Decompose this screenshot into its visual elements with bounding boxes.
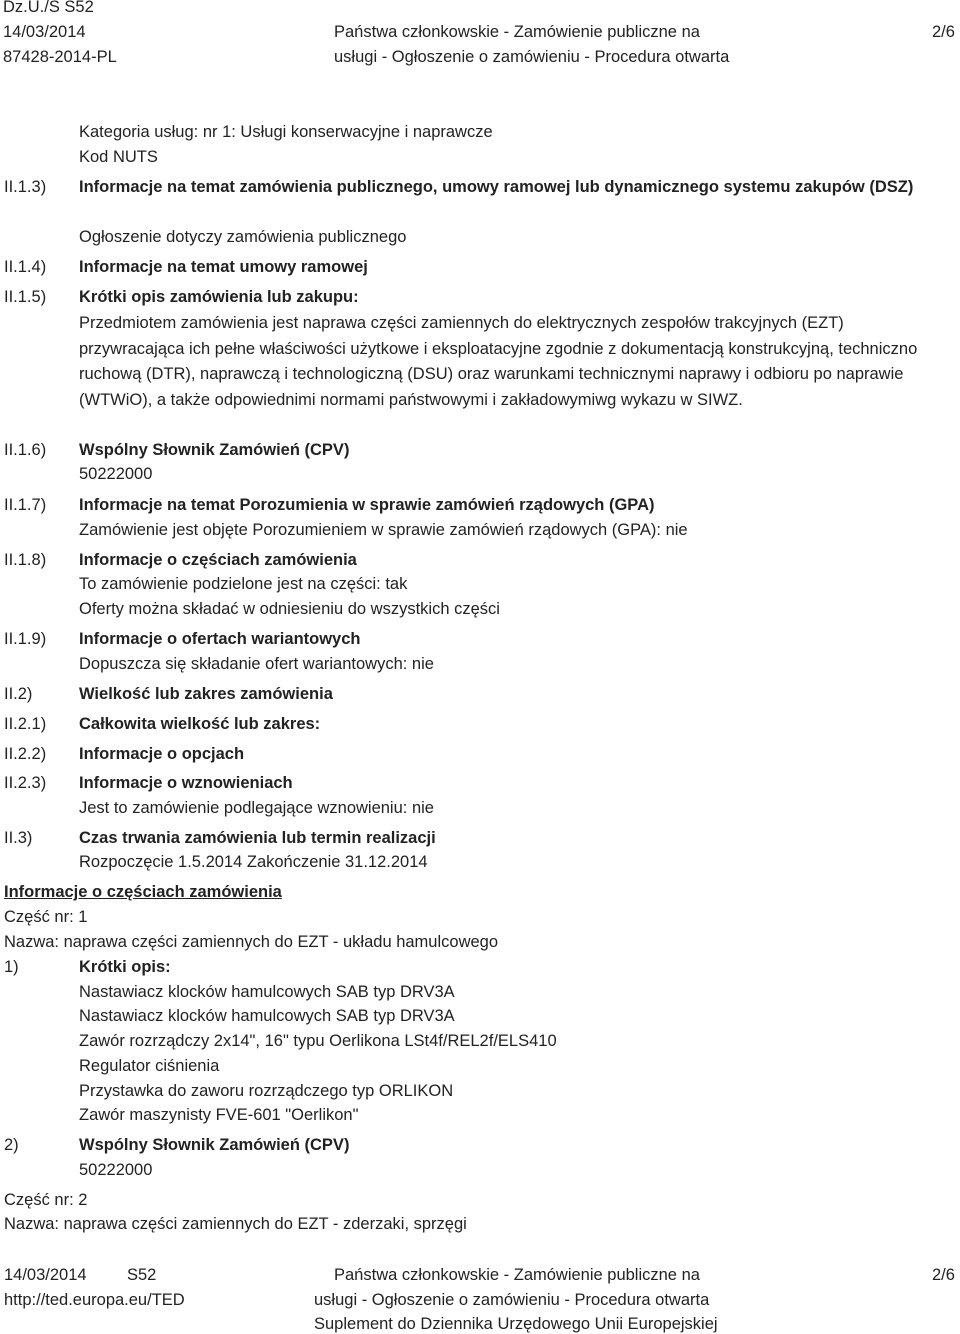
lot-description-line: Regulator ciśnienia [79,1057,220,1075]
section-title-renewals: Informacje o wznowieniach [79,774,293,792]
service-category: Kategoria usług: nr 1: Usługi konserwacyjne i naprawcze [79,123,493,141]
lot-item-number: 1) [4,958,19,976]
lot-number: Część nr: 2 [4,1191,88,1209]
section-text-lots-divided: To zamówienie podzielone jest na części: tak [79,575,408,593]
lot-number: Część nr: 1 [4,908,88,926]
section-title-scope: Wielkość lub zakres zamówienia [79,685,333,703]
section-title-duration: Czas trwania zamówienia lub termin realizacji [79,829,436,847]
cpv-code: 50222000 [79,465,153,483]
lot-name: Nazwa: naprawa części zamiennych do EZT - zderzaki, sprzęgi [4,1215,467,1233]
section-number: II.1.8) [4,551,47,569]
section-title-variants: Informacje o ofertach wariantowych [79,630,361,648]
section-text-contract-info: Ogłoszenie dotyczy zamówienia publicznego [79,228,407,246]
section-number: II.2.3) [4,774,47,792]
section-number: II.1.5) [4,288,47,306]
footer-title-line2: usługi - Ogłoszenie o zamówieniu - Procedura otwarta [314,1291,710,1309]
section-text-duration: Rozpoczęcie 1.5.2014 Zakończenie 31.12.2014 [79,853,428,871]
footer-series: S52 [127,1266,157,1284]
section-number: II.2.2) [4,745,47,763]
footer-page-number: 2/6 [932,1266,955,1284]
section-text-renewals: Jest to zamówienie podlegające wznowieniu: nie [79,799,434,817]
lot-item-title-cpv: Wspólny Słownik Zamówień (CPV) [79,1136,350,1154]
lot-description-line: Nastawiacz klocków hamulcowych SAB typ DRV3A [79,983,455,1001]
section-number: II.3) [4,829,33,847]
lot-description-line: Nastawiacz klocków hamulcowych SAB typ DRV3A [79,1007,455,1025]
lot-description-line: Zawór rozrządczy 2x14", 16" typu Oerlikona LSt4f/REL2f/ELS410 [79,1032,557,1050]
lot-item-number: 2) [4,1136,19,1154]
section-number: II.2.1) [4,715,47,733]
header-title-line2: usługi - Ogłoszenie o zamówieniu - Procedura otwarta [334,48,730,66]
section-text-variants: Dopuszcza się składanie ofert wariantowych: nie [79,655,434,673]
lot-item-title-short-description: Krótki opis: [79,958,171,976]
lot-description-line: Przystawka do zaworu rozrządczego typ ORLIKON [79,1082,454,1100]
section-title-contract-info: Informacje na temat zamówienia publicznego, umowy ramowej lub dynamicznego systemu zakupów (DSZ) [79,178,914,196]
lot-cpv-code: 50222000 [79,1161,153,1179]
section-title-lots: Informacje o częściach zamówienia [79,551,357,569]
section-number: II.2) [4,685,33,703]
section-number: II.1.9) [4,630,47,648]
header-title-line1: Państwa członkowskie - Zamówienie publiczne na [334,23,700,41]
footer-title-line1: Państwa członkowskie - Zamówienie publiczne na [334,1266,700,1284]
section-title-gpa: Informacje na temat Porozumienia w sprawie zamówień rządowych (GPA) [79,496,655,514]
section-number: II.1.6) [4,441,47,459]
section-text-lots-offers: Oferty można składać w odniesieniu do wszystkich części [79,600,500,618]
section-text-gpa: Zamówienie jest objęte Porozumieniem w sprawie zamówień rządowych (GPA): nie [79,521,688,539]
section-number: II.1.7) [4,496,47,514]
section-number: II.1.3) [4,178,47,196]
footer-supplement: Suplement do Dziennika Urzędowego Unii Europejskiej [314,1315,718,1333]
footer-url: http://ted.europa.eu/TED [4,1291,185,1309]
lot-name: Nazwa: naprawa części zamiennych do EZT - układu hamulcowego [4,933,499,951]
section-title-options: Informacje o opcjach [79,745,245,763]
header-page-number: 2/6 [932,23,955,41]
section-text-short-description: Przedmiotem zamówienia jest naprawa części zamiennych do elektrycznych zespołów trakcyjnych (EZT) przywracająca ich pełne właściwości użytkowe i eksploatacyjne zgodnie z dokumentacją konstrukcyjną, techniczno ruchową (DTR), naprawczą i technologiczną (DSU) oraz warunkami technicznymi naprawy i odbioru po naprawie (WTWiO), a także odpowiednimi normami państwowymi i zakładowymiwg wykazu w SIWZ. [79,314,918,409]
section-title-framework: Informacje na temat umowy ramowej [79,258,368,276]
header-date: 14/03/2014 [3,23,86,41]
header-notice-number: 87428-2014-PL [3,48,117,66]
header-ref: Dz.U./S S52 [3,0,94,16]
lots-heading: Informacje o częściach zamówienia [4,883,282,901]
section-title-short-description: Krótki opis zamówienia lub zakupu: [79,288,359,306]
section-title-cpv: Wspólny Słownik Zamówień (CPV) [79,441,350,459]
section-number: II.1.4) [4,258,47,276]
lot-description-line: Zawór maszynisty FVE-601 "Oerlikon" [79,1106,359,1124]
section-title-total-scope: Całkowita wielkość lub zakres: [79,715,321,733]
nuts-code-label: Kod NUTS [79,148,158,166]
footer-date: 14/03/2014 [4,1266,87,1284]
